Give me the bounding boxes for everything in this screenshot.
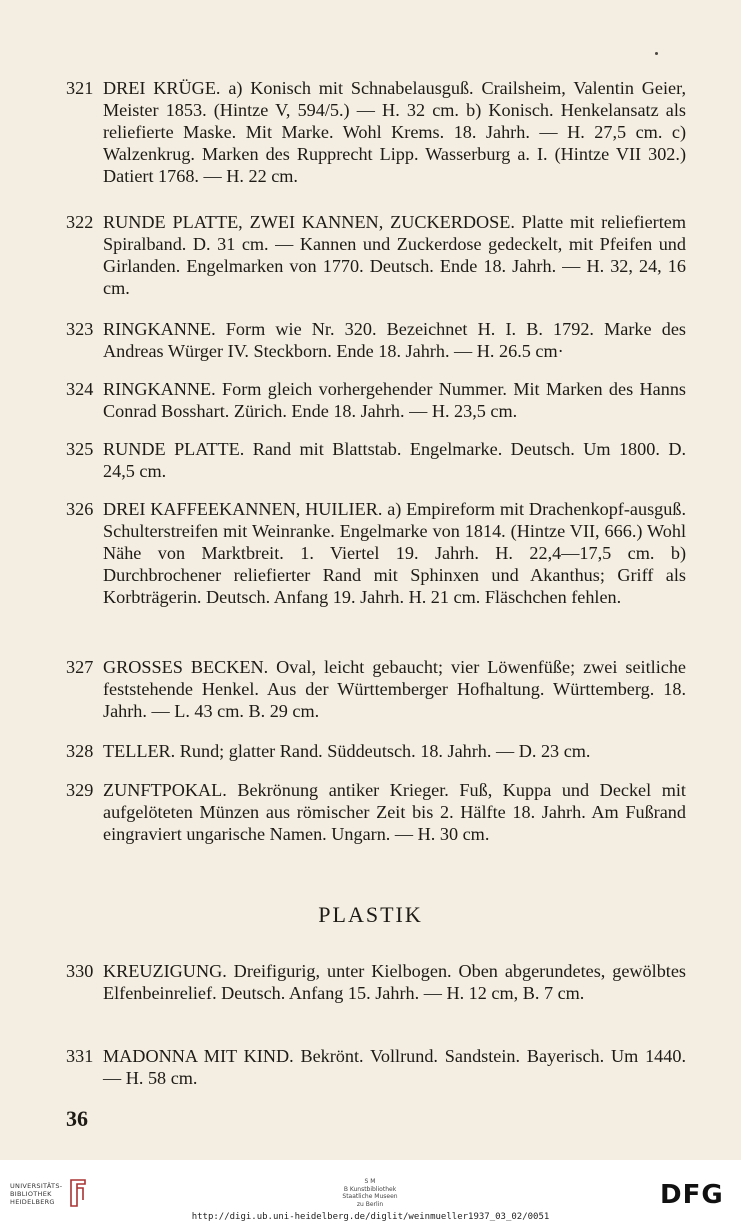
entry-text: RINGKANNE. Form wie Nr. 320. Bezeichnet H. I. B. 1792. Marke des Andreas Würger IV. Steckborn. Ende 18. Jahrh. — H. 26.5 cm· (103, 319, 686, 361)
museum-credit (320, 1178, 420, 1208)
entry-text: RUNDE PLATTE, ZWEI KANNEN, ZUCKERDOSE. Platte mit reliefiertem Spiralband. D. 31 cm. — Kannen und Zuckerdose gedeckelt, mit Pfeifen und Girlanden. Engelmarken von 1770. Deutsch. Ende 18. Jahrh. — H. 32, 24, 16 cm. (103, 212, 686, 298)
source-url-link[interactable]: http://digi.ub.uni-heidelberg.de/diglit/weinmueller1937_03_02/0051 (191, 1212, 550, 1222)
catalog-entry-322 (66, 211, 686, 299)
catalog-entry-328 (66, 740, 686, 762)
entry-number: 326 (66, 499, 94, 519)
entry-number: 325 (66, 439, 94, 459)
library-name-line: UNIVERSITÄTS- (10, 1182, 63, 1190)
entry-text: RUNDE PLATTE. Rand mit Blattstab. Engelmarke. Deutsch. Um 1800. D. 24,5 cm. (103, 439, 686, 481)
catalog-entry-321 (66, 77, 686, 187)
catalog-entry-323 (66, 318, 686, 362)
entry-number: 323 (66, 319, 94, 339)
entry-text: TELLER. Rund; glatter Rand. Süddeutsch. 18. Jahrh. — D. 23 cm. (103, 741, 591, 761)
entry-number: 321 (66, 78, 94, 98)
entry-number: 322 (66, 212, 94, 232)
museum-credit-line: B Kunstbibliothek (343, 1185, 397, 1193)
catalog-entry-330 (66, 960, 686, 1004)
entry-text: KREUZIGUNG. Dreifigurig, unter Kielbogen. Oben abgerundetes, gewölbtes Elfenbeinrelief. Deutsch. Anfang 15. Jahrh. — H. 12 cm, B. 7 cm. (103, 961, 686, 1003)
catalog-entry-327 (66, 656, 686, 722)
library-name (10, 1182, 62, 1206)
catalog-entry-329 (66, 779, 686, 845)
catalog-entry-325 (66, 438, 686, 482)
museum-credit-line: zu Berlin (356, 1200, 384, 1208)
dfg-logo: DFG (660, 1180, 724, 1210)
entry-text: DREI KAFFEEKANNEN, HUILIER. a) Empireform mit Drachenkopf-ausguß. Schulterstreifen mit Weinranke. Engelmarke von 1814. (Hintze VII, 666.) Wohl Nähe von Marktbreit. 1. Viertel 19. Jahrh. H. 22,4—17,5 cm. b) Durchbrochener reliefierter Rand mit Sphinxen und Akanthus; Griff als Korbträgerin. Deutsch. Anfang 19. Jahrh. H. 21 cm. Fläschchen fehlen. (103, 499, 686, 607)
entry-number: 329 (66, 780, 94, 800)
entry-text: MADONNA MIT KIND. Bekrönt. Vollrund. Sandstein. Bayerisch. Um 1440. — H. 58 cm. (103, 1046, 686, 1088)
museum-credit-line: S M (364, 1178, 376, 1185)
entry-text: ZUNFTPOKAL. Bekrönung antiker Krieger. Fuß, Kuppa und Deckel mit aufgelöteten Münzen aus römischer Zeit bis 2. Hälfte 18. Jahrh. Am Fußrand eingraviert ungarische Namen. Ungarn. — H. 30 cm. (103, 780, 686, 844)
university-library-logo-icon (67, 1178, 89, 1208)
section-title: PLASTIK (318, 902, 423, 927)
page-speck (655, 52, 658, 55)
entry-number: 331 (66, 1046, 94, 1066)
digitization-footer (0, 1160, 741, 1225)
entry-text: GROSSES BECKEN. Oval, leicht gebaucht; vier Löwenfüße; zwei seitliche feststehende Henkel. Aus der Württemberger Hofhaltung. Württemberg. 18. Jahrh. — L. 43 cm. B. 29 cm. (103, 657, 686, 721)
museum-credit-line: Staatliche Museen (342, 1193, 398, 1200)
catalog-entry-324 (66, 378, 686, 422)
entry-number: 324 (66, 379, 94, 399)
library-name-line: HEIDELBERG (10, 1198, 55, 1206)
entry-number: 327 (66, 657, 94, 677)
catalog-entry-326 (66, 498, 686, 608)
entry-number: 328 (66, 741, 94, 761)
catalog-entry-331 (66, 1045, 686, 1089)
library-name-line: BIBLIOTHEK (10, 1190, 52, 1198)
entry-text: DREI KRÜGE. a) Konisch mit Schnabelausguß. Crailsheim, Valentin Geier, Meister 1853. (Hintze V, 594/5.) — H. 32 cm. b) Konisch. Henkelansatz als reliefierte Maske. Mit Marke. Wohl Krems. 18. Jahrh. — H. 27,5 cm. c) Walzenkrug. Marken des Rupprecht Lipp. Wasserburg a. I. (Hintze VII 302.) Datiert 1768. — H. 22 cm. (103, 78, 686, 186)
entry-text: RINGKANNE. Form gleich vorhergehender Nummer. Mit Marken des Hanns Conrad Bosshart. Zürich. Ende 18. Jahrh. — H. 23,5 cm. (103, 379, 686, 421)
page-number: 36 (66, 1106, 88, 1131)
entry-number: 330 (66, 961, 94, 981)
